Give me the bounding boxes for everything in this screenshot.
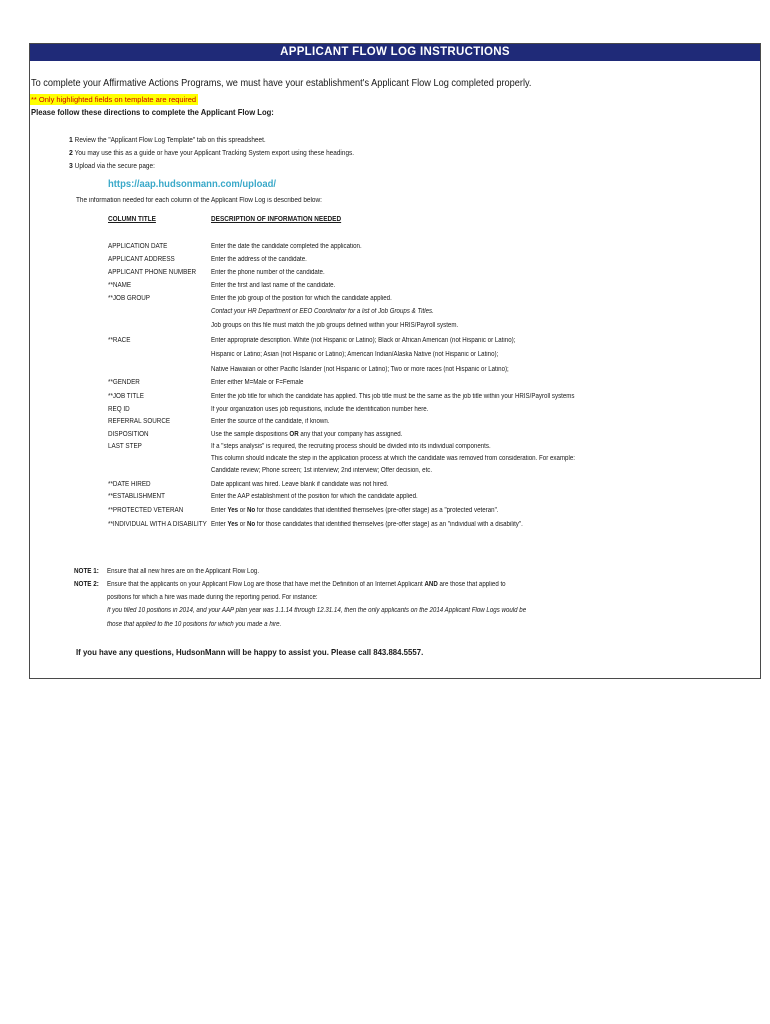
- column-description: Job groups on this file must match the job groups defined within your HRIS/Payroll system.: [211, 322, 459, 329]
- note-text: Ensure that the applicants on your Applicant Flow Log are those that have met the Definition of an Internet Applicant: [107, 581, 425, 588]
- description-text: or: [238, 507, 247, 514]
- column-description: [211, 521, 523, 528]
- column-description: Enter the source of the candidate, if known.: [211, 418, 330, 425]
- step-item: [69, 161, 155, 170]
- description-text: or: [238, 521, 247, 528]
- column-description: Date applicant was hired. Leave blank if candidate was not hired.: [211, 481, 389, 488]
- step-text: Review the "Applicant Flow Log Template" tab on this spreadsheet.: [74, 137, 266, 144]
- description-header: DESCRIPTION OF INFORMATION NEEDED: [211, 216, 342, 223]
- column-title: **JOB TITLE: [108, 393, 144, 400]
- page-title: APPLICANT FLOW LOG INSTRUCTIONS: [30, 44, 760, 61]
- column-description: Enter the address of the candidate.: [211, 256, 307, 263]
- column-title: **GENDER: [108, 379, 140, 386]
- column-title: **ESTABLISHMENT: [108, 493, 165, 500]
- step-item: [69, 135, 266, 144]
- note-1-label: NOTE 1:: [74, 568, 99, 575]
- column-description: Enter the date the candidate completed the application.: [211, 243, 362, 250]
- column-description: If your organization uses job requisitions, include the identification number here.: [211, 406, 429, 413]
- column-description: Contact your HR Department or EEO Coordinator for a list of Job Groups & Titles.: [211, 308, 434, 315]
- note-2-example: those that applied to the 10 positions for which you made a hire.: [107, 621, 282, 628]
- column-title: APPLICANT PHONE NUMBER: [108, 269, 197, 276]
- column-description: Hispanic or Latino; Asian (not Hispanic or Latino); American Indian/Alaska Native (not Hispanic or Latino);: [211, 351, 499, 358]
- column-description: Enter the first and last name of the candidate.: [211, 282, 336, 289]
- column-description: Enter either M=Male or F=Female: [211, 379, 304, 386]
- description-emphasis: No: [246, 521, 256, 528]
- column-title: **NAME: [108, 282, 132, 289]
- step-item: [69, 148, 354, 157]
- column-title: LAST STEP: [108, 443, 142, 450]
- column-description: [211, 431, 402, 438]
- closing-contact-text: If you have any questions, HudsonMann will be happy to assist you. Please call 843.884.5557.: [76, 647, 424, 657]
- step-text: You may use this as a guide or have your Applicant Tracking System export using these headings.: [74, 150, 355, 157]
- note-2-line: positions for which a hire was made during the reporting period. For instance:: [107, 594, 318, 601]
- note-text: are those that applied to: [437, 581, 506, 588]
- description-text: for those candidates that identified themselves (pre-offer stage) as an "individual with a disability".: [255, 521, 523, 528]
- description-emphasis: No: [246, 507, 256, 514]
- column-description: Enter the job title for which the candidate has applied. This job title must be the same as the job title within your HRIS/Payroll systems: [211, 393, 575, 400]
- note-2-label: NOTE 2:: [74, 581, 99, 588]
- column-description: If a "steps analysis" is required, the recruiting process should be divided into its individual components.: [211, 443, 491, 450]
- column-description: Enter the phone number of the candidate.: [211, 269, 325, 276]
- note-2-text: [107, 581, 506, 588]
- column-title: APPLICATION DATE: [108, 243, 168, 250]
- description-emphasis: OR: [289, 431, 299, 438]
- note-1-text: Ensure that all new hires are on the Applicant Flow Log.: [107, 568, 260, 575]
- step-number: 1: [69, 135, 73, 144]
- column-title: **JOB GROUP: [108, 295, 151, 302]
- column-title: APPLICANT ADDRESS: [108, 256, 175, 263]
- column-title: DISPOSITION: [108, 431, 149, 438]
- column-title-header: COLUMN TITLE: [108, 216, 156, 223]
- instructions-sheet: [29, 43, 761, 679]
- column-title: REFERRAL SOURCE: [108, 418, 171, 425]
- column-title: **RACE: [108, 337, 131, 344]
- note-2-example: If you filled 10 positions in 2014, and your AAP plan year was 1.1.14 through 12.31.14, then the only applicants on the 2014 Applicant Flow Logs would be: [107, 607, 527, 614]
- description-text: any that your company has assigned.: [298, 431, 403, 438]
- description-emphasis: Yes: [227, 521, 239, 528]
- description-text: Enter: [211, 521, 228, 528]
- step-number: 3: [69, 161, 73, 170]
- step-text: Upload via the secure page:: [74, 163, 155, 170]
- column-description: Enter appropriate description. White (not Hispanic or Latino); Black or African American (not Hispanic or Latino);: [211, 337, 516, 344]
- column-info-text: The information needed for each column of the Applicant Flow Log is described below:: [76, 197, 322, 204]
- follow-directions-heading: Please follow these directions to complete the Applicant Flow Log:: [31, 107, 274, 117]
- column-description: Candidate review; Phone screen; 1st interview; 2nd interview; Offer decision, etc.: [211, 467, 433, 474]
- step-number: 2: [69, 148, 73, 157]
- description-text: Use the sample dispositions: [211, 431, 290, 438]
- column-description: Enter the job group of the position for which the candidate applied.: [211, 295, 392, 302]
- column-description: [211, 507, 498, 514]
- upload-link[interactable]: https://aap.hudsonmann.com/upload/: [108, 178, 277, 190]
- column-description: This column should indicate the step in the application process at which the candidate was removed from consideration. For example:: [211, 455, 575, 462]
- column-title: REQ ID: [108, 406, 130, 413]
- intro-text: To complete your Affirmative Actions Programs, we must have your establishment's Applicant Flow Log completed properly.: [31, 78, 532, 89]
- column-description: Native Hawaiian or other Pacific Islander (not Hispanic or Latino); Two or more races (not Hispanic or Latino);: [211, 366, 509, 373]
- description-text: Enter: [211, 507, 228, 514]
- description-emphasis: Yes: [227, 507, 239, 514]
- column-title: **DATE HIRED: [108, 481, 151, 488]
- note-emphasis: AND: [424, 581, 438, 588]
- column-title: **PROTECTED VETERAN: [108, 507, 184, 514]
- column-description: Enter the AAP establishment of the position for which the candidate applied.: [211, 493, 418, 500]
- description-text: for those candidates that identified themselves (pre-offer stage) as a "protected veteran".: [255, 507, 499, 514]
- required-fields-note: ** Only highlighted fields on template are required: [31, 95, 197, 104]
- column-title: **INDIVIDUAL WITH A DISABILITY: [108, 521, 207, 528]
